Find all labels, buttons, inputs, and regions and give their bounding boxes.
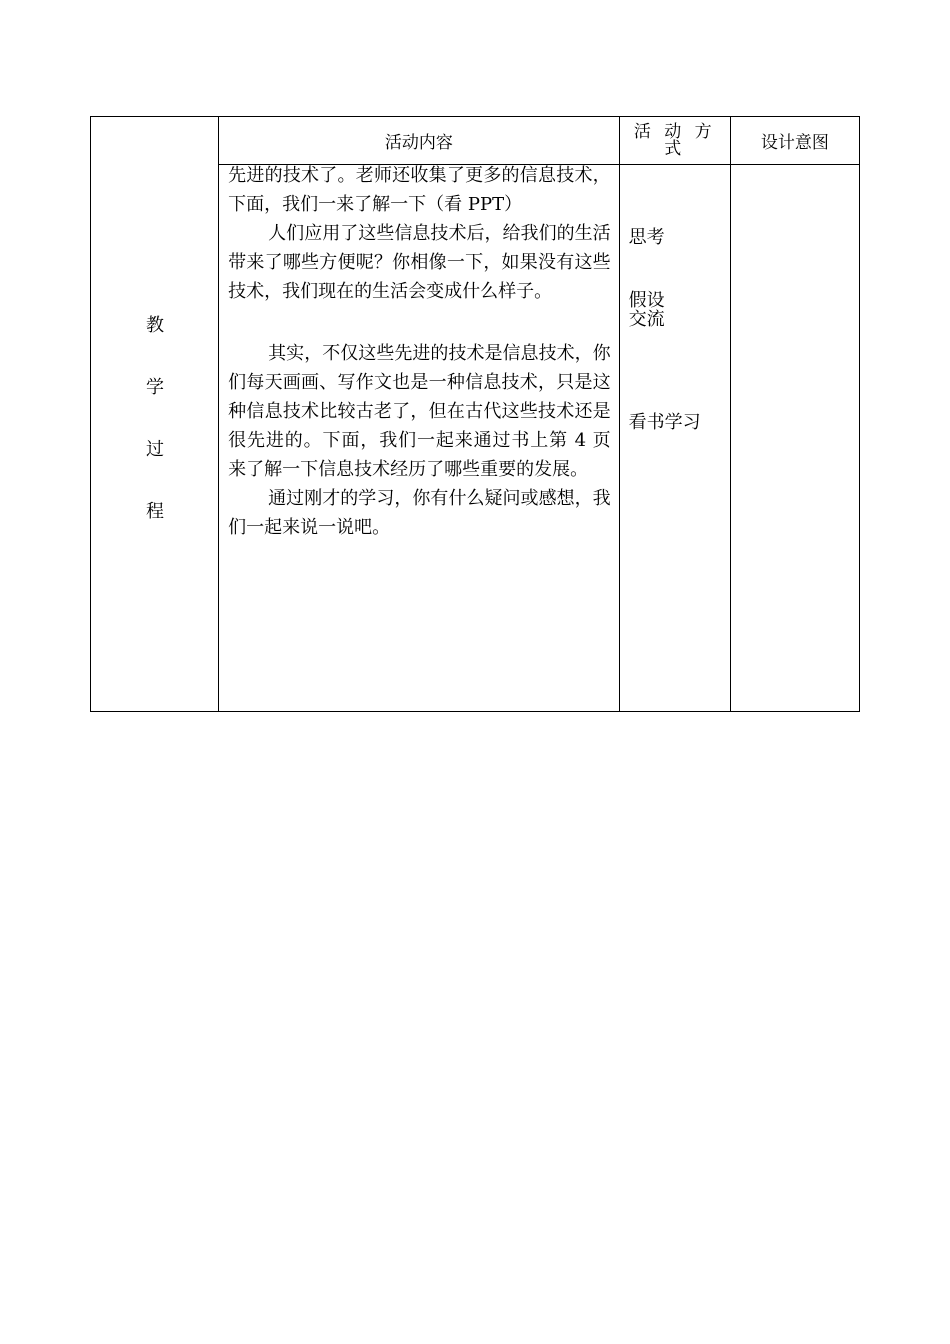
header-row [91, 117, 860, 165]
header-design-intent: 设计意图 [730, 117, 859, 165]
content-paragraph: 其实，不仅这些先进的技术是信息技术，你们每天画画、写作文也是一种信息技术，只是这种信息技术比较古老了，但在古代这些技术还是很先进的。下面，我们一起来通过书上第 4 页来了解一下信息技术经历了哪些重要的发展。 [228, 343, 611, 480]
design-intent-cell [730, 165, 859, 712]
stage-char: 教 [146, 315, 164, 336]
method-item: 思考 [628, 227, 665, 248]
stage-cell [91, 117, 219, 712]
lesson-plan-table [90, 116, 860, 712]
header-activity-content: 活动内容 [219, 117, 620, 165]
content-paragraph: 通过刚才的学习，你有什么疑问或感想，我们一起来说一说吧。 [228, 488, 611, 538]
method-item: 交流 [628, 309, 665, 330]
header-activity-method: 活 动 方 式 [619, 117, 730, 165]
method-item: 看书学习 [628, 412, 701, 433]
method-item: 假设 [628, 290, 665, 311]
content-paragraph: 先进的技术了。老师还收集了更多的信息技术，下面，我们一来了解一下（看 PPT） [228, 165, 611, 215]
stage-char: 过 [146, 439, 164, 460]
stage-char: 学 [146, 377, 164, 398]
activity-content-cell [219, 165, 620, 712]
content-paragraph: 人们应用了这些信息技术后，给我们的生活带来了哪些方便呢？你相像一下，如果没有这些技术，我们现在的生活会变成什么样子。 [228, 223, 611, 302]
activity-method-cell [619, 165, 730, 712]
stage-char: 程 [146, 501, 164, 522]
